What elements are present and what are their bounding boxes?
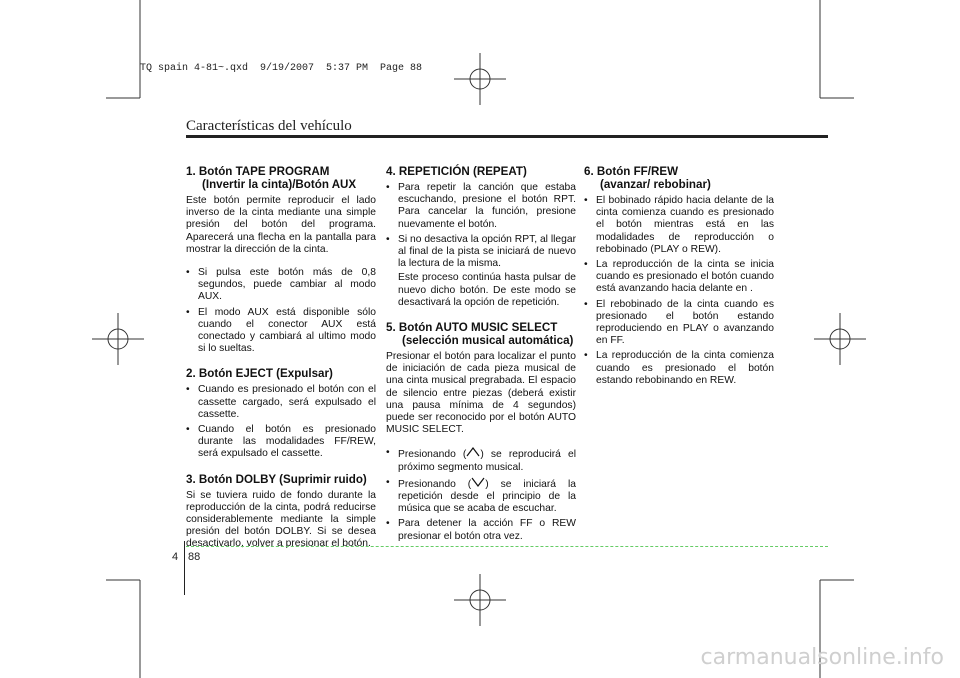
print-slug: TQ spain 4-81~.qxd 9/19/2007 5:37 PM Page 88 — [140, 63, 423, 74]
up-chevron-icon — [466, 447, 480, 457]
list-item: • El rebobinado de la cinta cuando es presionado el botón estando reproduciendo en PLAY o avanzando en FF. — [584, 299, 774, 348]
list-item: • La reproducción de la cinta se inicia cuando es presionado el botón cuando está avanzando hacia delante en . — [584, 259, 774, 296]
page-number: 88 — [188, 551, 201, 563]
list-item: • Para repetir la canción que estaba escuchando, presione el botón RPT. Para cancelar la función, presione nuevamente el botón. — [386, 182, 576, 231]
heading-auto-music-select: 5. Botón AUTO MUSIC SELECT (selección musical automática) — [386, 321, 574, 348]
list-item: • Cuando es presionado el botón con el cassette cargado, será expulsado el cassette. — [186, 384, 376, 421]
list-item: • Para detener la acción FF o REW presionar el botón otra vez. — [386, 518, 576, 542]
paragraph: Presionar el botón para localizar el punto de iniciación de cada pieza musical de una cinta musical pregrabada. El espacio de silencio entre piezas (deberá existir una pausa mínima de 4 segundos) puede ser reconocido por el botón AUTO MUSIC SELECT. — [386, 351, 576, 436]
list-item: • Presionando ( ) se reproducirá el próximo segmento musical. — [386, 447, 576, 473]
paragraph: Si se tuviera ruido de fondo durante la reproducción de la cinta, podrá reducirse considerablemente mediante la simple presión del botón DOLBY. Si se desea desactivarlo, volver a presionar el botón. — [186, 489, 376, 550]
list-item: • La reproducción de la cinta comienza cuando es presionado el botón estando rebobinando en REW. — [584, 350, 774, 387]
section-title: Características del vehículo — [186, 118, 352, 134]
list-item: • El modo AUX está disponible sólo cuando el conector AUX está conectado y cambiará al ultimo modo si lo sueltas. — [186, 307, 376, 356]
heading-dolby: 3. Botón DOLBY (Suprimir ruido) — [186, 472, 367, 486]
list-item: • Presionando ( ) se iniciará la repetición desde el principio de la música que se acaba de escuchar. — [386, 477, 576, 516]
header-rule — [186, 135, 828, 138]
column-1 — [186, 165, 376, 562]
watermark: carmanualsonline.info — [700, 645, 944, 670]
heading-ff-rew: 6. Botón FF/REW (avanzar/ rebobinar) — [584, 165, 711, 191]
heading-eject: 2. Botón EJECT (Expulsar) — [186, 367, 333, 381]
chapter-number: 4 — [172, 551, 179, 563]
list-item: • Si pulsa este botón más de 0,8 segundos, puede cambiar al modo AUX. — [186, 267, 376, 304]
column-3 — [584, 165, 774, 399]
list-item: • Si no desactiva la opción RPT, al llegar al final de la pista se iniciará de nuevo la lectura de la misma. Este proceso continúa hasta pulsar de nuevo dicho botón. De este modo se desactivará la opción de repetición. — [386, 234, 576, 309]
list-item: • Cuando el botón es presionado durante las modalidades FF/REW, será expulsado el cassette. — [186, 424, 376, 461]
footer-rule — [186, 546, 828, 547]
column-2 — [386, 165, 576, 555]
down-chevron-icon — [471, 477, 485, 487]
list-item: • El bobinado rápido hacia delante de la cinta comienza cuando es presionado el botón mientras está en las modalidades de reproducción o rebobinado (PLAY o REW). — [584, 195, 774, 256]
heading-tape-program: 1. Botón TAPE PROGRAM (Invertir la cinta)/Botón AUX — [186, 165, 357, 191]
paragraph: Este botón permite reproducir el lado inverso de la cinta mediante una simple presión del botón del programa. Aparecerá una flecha en la pantalla para mostrar la dirección de la cinta. — [186, 195, 376, 255]
heading-repeat: 4. REPETICIÓN (REPEAT) — [386, 165, 527, 178]
footer-separator — [184, 541, 185, 595]
